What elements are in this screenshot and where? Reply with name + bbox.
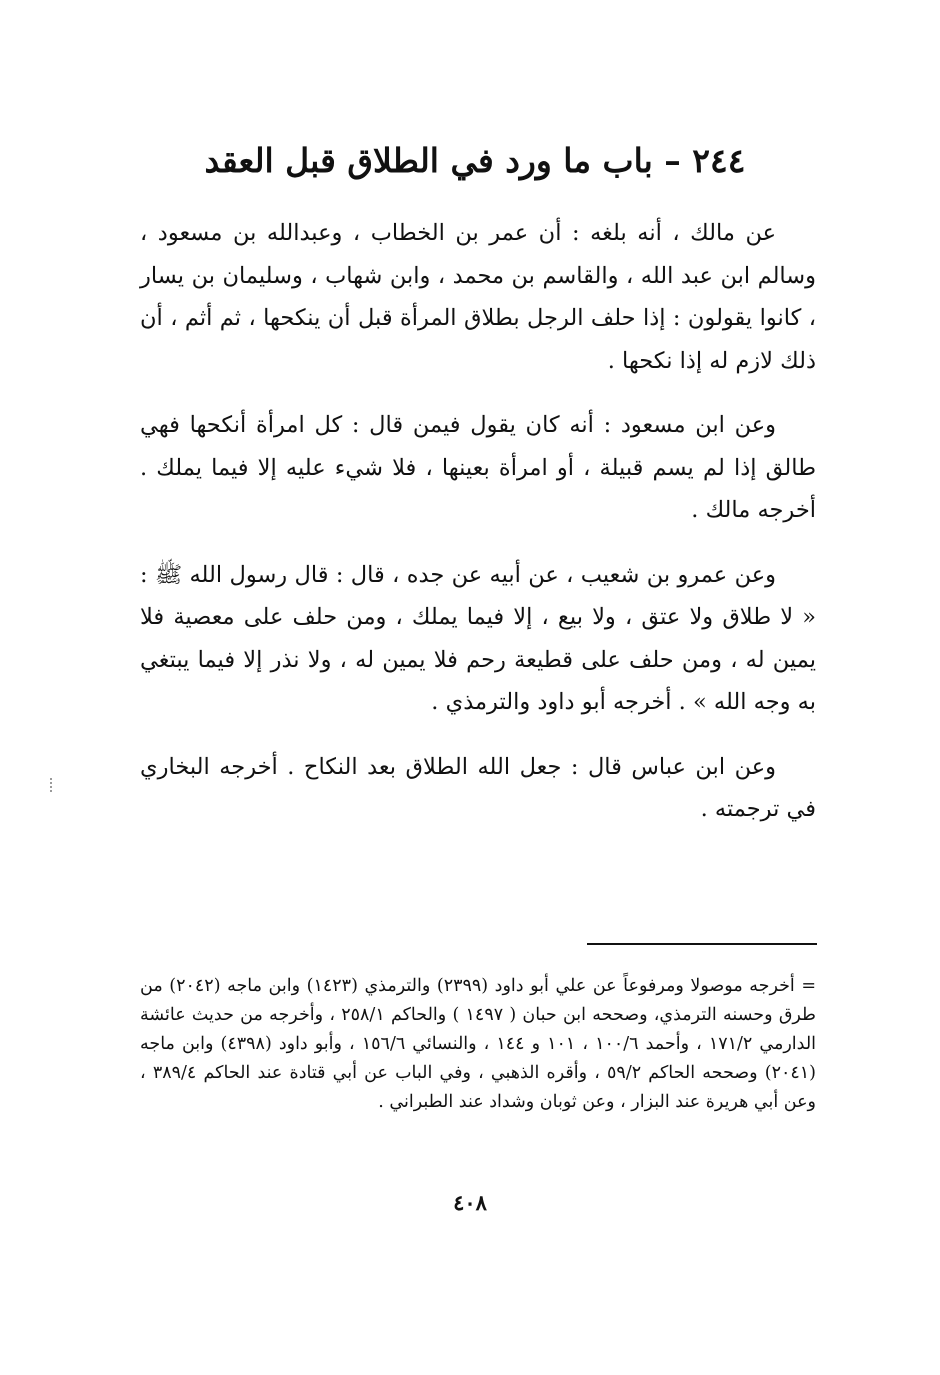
chapter-title: ٢٤٤ – باب ما ورد في الطلاق قبل العقد: [204, 141, 746, 180]
footnotes: [140, 972, 816, 1117]
footnote-divider: [587, 943, 817, 945]
paragraph-ibn-abbas: وعن ابن عباس قال : جعل الله الطلاق بعد النكاح . أخرجه البخاري في ترجمته .: [140, 753, 816, 822]
paragraph-malik: عن مالك ، أنه بلغه : أن عمر بن الخطاب ، وعبدالله بن مسعود ، وسالم ابن عبد الله ، والقاسم بن محمد ، وابن شهاب ، وسليمان بن يسار ، كانوا يقولون : إذا حلف الرجل بطلاق المرأة قبل أن ينكحها ، ثم أثم ، أن ذلك لازم له إذا نكحها .: [140, 220, 816, 374]
footnote: = أخرجه موصولا ومرفوعاً عن علي أبو داود (٢٣٩٩) والترمذي (١٤٢٣) وابن ماجه (٢٠٤٢) من طرق وحسنه الترمذي، وصححه ابن حبان ( ١٤٩٧ ) والحاكم ٢٥٨/١ ، وأخرجه من حديث عائشة الدارمي ١٧١/٢ ، وأحمد ١٠٠/٦ ، ١٠١ و ١٤٤ ، والنسائي ١٥٦/٦ ، وأبو داود (٤٣٩٨) وابن ماجه (٢٠٤١) وصححه الحاكم ٥٩/٢ ، وأقره الذهبي ، وفي الباب عن أبي قتادة عند الحاكم ٣٨٩/٤ ، وعن أبي هريرة عند البزار ، وعن ثوبان وشداد عند الطبراني .: [140, 976, 817, 1112]
scan-speck: [50, 778, 56, 792]
body-text: [140, 212, 816, 853]
paragraph-amr-ibn-shuayb: وعن عمرو بن شعيب ، عن أبيه عن جده ، قال : قال رسول الله ﷺ : « لا طلاق ولا عتق ، ولا بيع ، إلا فيما يملك ، ومن حلف على معصية فلا يمين له ، ومن حلف على قطيعة رحم فلا يمين له ، ولا نذر إلا فيما يبتغي به وجه الله » . أخرجه أبو داود والترمذي .: [140, 561, 816, 715]
paragraph-ibn-masud: وعن ابن مسعود : أنه كان يقول فيمن قال : كل امرأة أنكحها فهي طالق إذا لم يسم قبيلة ، أو امرأة بعينها ، فلا شيء عليه إلا فيما يملك . أخرجه مالك .: [140, 412, 816, 523]
page-number: ٤٠٨: [453, 1190, 487, 1215]
